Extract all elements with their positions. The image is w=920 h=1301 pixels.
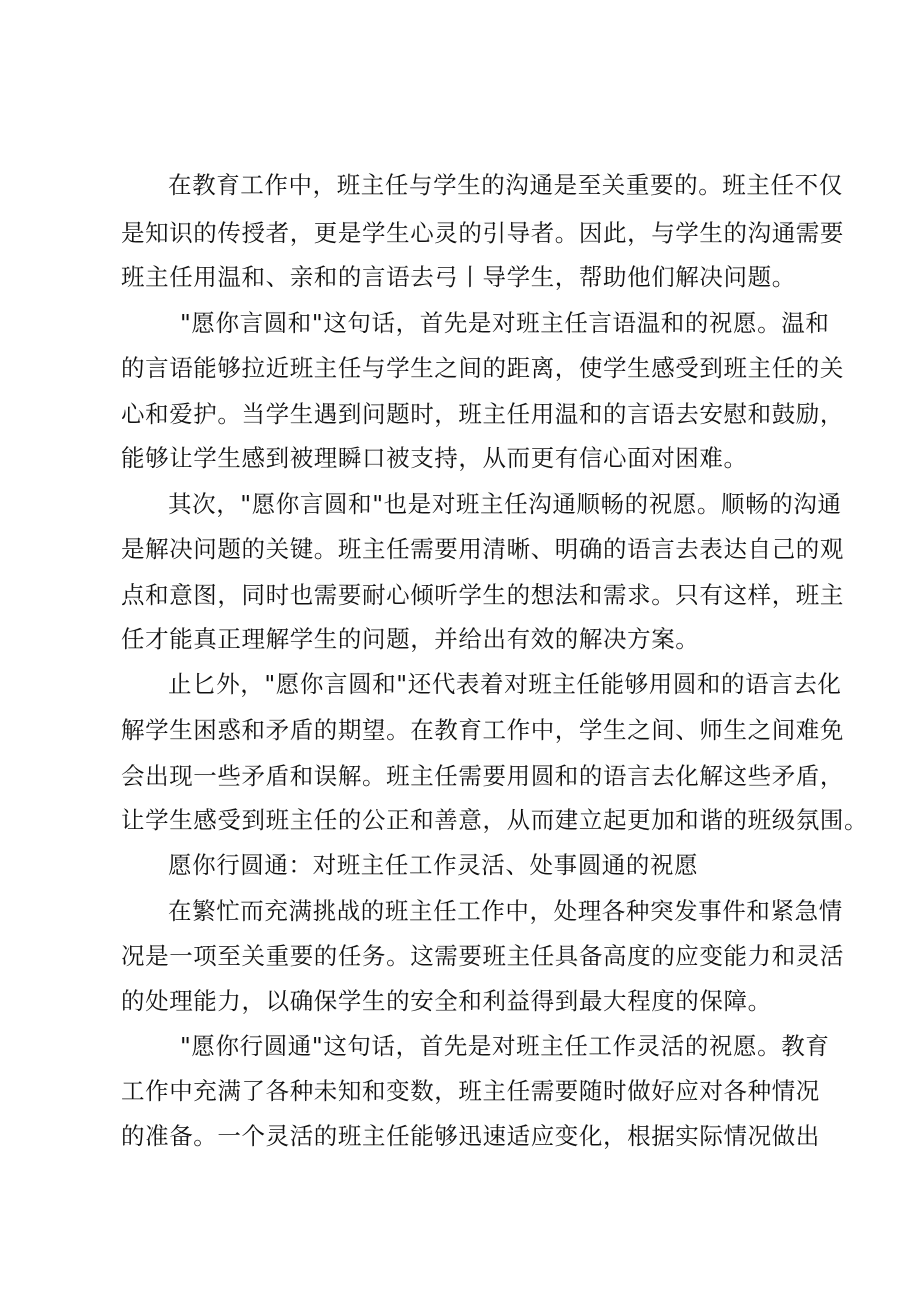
text-line-15: 让学生感受到班主任的公正和善意，从而建立起更加和谐的班级氛围。 [121, 806, 869, 834]
text-line-17: 在繁忙而充满挑战的班主任工作中，处理各种突发事件和紧急情 [168, 897, 843, 925]
text-line-18: 况是一项至关重要的任务。这需要班主任具备高度的应变能力和灵活 [121, 942, 844, 970]
text-line-1: 在教育工作中，班主任与学生的沟通是至关重要的。班主任不仅 [168, 171, 843, 199]
section-heading: 愿你行圆通：对班主任工作灵活、处事圆通的祝愿 [168, 851, 699, 879]
text-line-14: 会出现一些矛盾和误解。班主任需要用圆和的语言去化解这些矛盾， [121, 762, 844, 790]
text-line-5: 的言语能够拉近班主任与学生之间的距离，使学生感受到班主任的关 [121, 354, 844, 382]
text-line-4: "愿你言圆和"这句话，首先是对班主任言语温和的祝愿。温和 [180, 309, 830, 337]
text-line-8: 其次，"愿你言圆和"也是对班主任沟通顺畅的祝愿。顺畅的沟通 [168, 490, 842, 518]
text-line-20: "愿你行圆通"这句话，首先是对班主任工作灵活的祝愿。教育 [180, 1032, 830, 1060]
text-line-19: 的处理能力，以确保学生的安全和利益得到最大程度的保障。 [121, 987, 772, 1015]
text-line-22: 的准备。一个灵活的班主任能够迅速适应变化，根据实际情况做出 [121, 1122, 820, 1150]
text-line-13: 解学生困惑和矛盾的期望。在教育工作中，学生之间、师生之间难免 [121, 716, 844, 744]
text-line-3: 班主任用温和、亲和的言语去弓丨导学生，帮助他们解决问题。 [121, 263, 796, 291]
text-line-10: 点和意图，同时也需要耐心倾听学生的想法和需求。只有这样，班主 [121, 581, 844, 609]
text-line-21: 工作中充满了各种未知和变数，班主任需要随时做好应对各种情况 [121, 1077, 820, 1105]
text-line-12: 止匕外，"愿你言圆和"还代表着对班主任能够用圆和的语言去化 [168, 670, 842, 698]
text-line-9: 是解决问题的关键。班主任需要用清晰、明确的语言去表达自己的观 [121, 535, 844, 563]
text-line-2: 是知识的传授者，更是学生心灵的引导者。因此，与学生的沟通需要 [121, 219, 844, 247]
text-line-6: 心和爱护。当学生遇到问题时，班主任用温和的言语去安慰和鼓励， [121, 400, 844, 428]
text-line-11: 任才能真正理解学生的问题，并给出有效的解决方案。 [121, 625, 700, 653]
text-line-7: 能够让学生感到被理瞬口被支持，从而更有信心面对困难。 [121, 444, 748, 472]
